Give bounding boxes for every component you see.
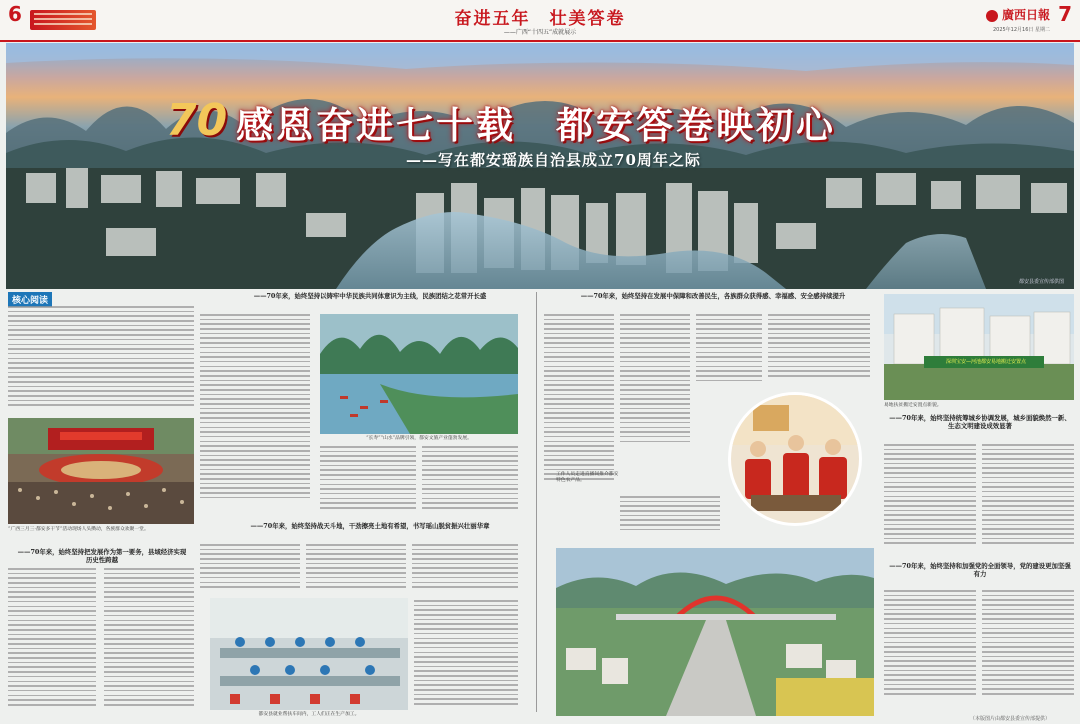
page-sub-kicker: ——广西“十四五”成就展示	[503, 29, 577, 36]
date-line: 2025年12月16日 星期二	[992, 27, 1050, 33]
section-2-text-a	[8, 568, 96, 718]
resettlement-sign: 深圳宝安—河池都安易地搬迁安置点	[945, 359, 1026, 365]
caption-factory: 都安县就业帮扶车间内，工人们正在生产加工。	[258, 712, 360, 717]
factory-photo	[210, 598, 408, 710]
section-1-text-b	[320, 446, 416, 518]
section-3-text-a	[200, 544, 300, 596]
section-heading-5: ——70年来，始终坚持统筹城乡协调发展，城乡面貌焕然一新、生态文明建设成效显著	[889, 414, 1071, 430]
caption-festival: “广西三月三·都安多干节”活动现场人头攒动，各族群众欢聚一堂。	[8, 527, 149, 532]
section-heading-3: ——70年来，始终坚持战天斗地，干劲擦亮土地有希望，书写瑶山脱贫振兴壮丽华章	[250, 522, 490, 530]
column-divider	[536, 292, 537, 712]
page-number-left: 6	[8, 2, 22, 26]
section-heading-4: ——70年来，始终坚持在发展中保障和改善民生，各族群众获得感、幸福感、安全感持续提升	[580, 292, 846, 300]
section-6-text-b	[982, 590, 1074, 708]
resettlement-photo	[884, 294, 1074, 400]
section-heading-6: ——70年来，始终坚持和加强党的全面领导，党的建设更加坚强有力	[889, 562, 1071, 578]
section-3-text-d	[414, 600, 518, 718]
section-4-text-a	[544, 314, 614, 496]
section-4-text-c	[696, 314, 762, 392]
spacer	[196, 314, 200, 315]
main-headline: 感恩奋进七十载 都安答卷映初心	[236, 103, 836, 147]
section-4-text-d	[768, 314, 870, 386]
section-1-text-a	[200, 314, 310, 514]
page-kicker: 奋进五年 壮美答卷	[454, 9, 626, 29]
section-5-text-b	[982, 444, 1074, 554]
bridge-photo	[556, 548, 874, 716]
section-2-text-b	[104, 568, 194, 718]
photo-credit-footer: （本版图片由都安县委宣传部提供）	[969, 716, 1050, 722]
page-number-right: 7	[1058, 2, 1072, 26]
hero-credit: 都安县委宣传部供图	[1018, 279, 1064, 285]
section-3-text-c	[412, 544, 518, 596]
section-heading-2: ——70年来，始终坚持把发展作为第一要务，县域经济实现历史性跨越	[17, 548, 187, 564]
section-4-text-e	[620, 496, 720, 540]
section-6-text-a	[884, 590, 976, 708]
section-1-text-c	[422, 446, 518, 518]
masthead	[986, 6, 1050, 23]
section-5-text-a	[884, 444, 976, 554]
seventy-anniversary-logo: 70	[166, 95, 228, 146]
livestream-photo	[728, 392, 862, 526]
section-4-text-b	[620, 314, 690, 456]
section-3-text-b	[306, 544, 406, 596]
core-read-tag: 核心阅读	[8, 292, 52, 307]
lake-photo	[320, 314, 518, 434]
masthead-title: 廣西日報	[1001, 8, 1050, 22]
festival-photo	[8, 418, 194, 524]
caption-resettlement: 易地扶贫搬迁安置点新貌。	[884, 403, 942, 408]
lead-paragraph	[8, 306, 194, 414]
caption-tourism: “长寿”“山水”品牌引领，都安文旅产业蓬勃发展。	[366, 436, 472, 441]
section-heading-1: ——70年来，始终坚持以铸牢中华民族共同体意识为主线，民族团结之花常开长盛	[253, 292, 487, 300]
page-header	[0, 0, 1080, 42]
masthead-logo-icon	[986, 10, 998, 22]
caption-livestream: 工作人员走进直播间推介都安特色农产品。	[556, 472, 619, 483]
hero-banner	[6, 43, 1074, 289]
sub-headline: ——写在都安瑶族自治县成立70周年之际	[406, 151, 701, 169]
